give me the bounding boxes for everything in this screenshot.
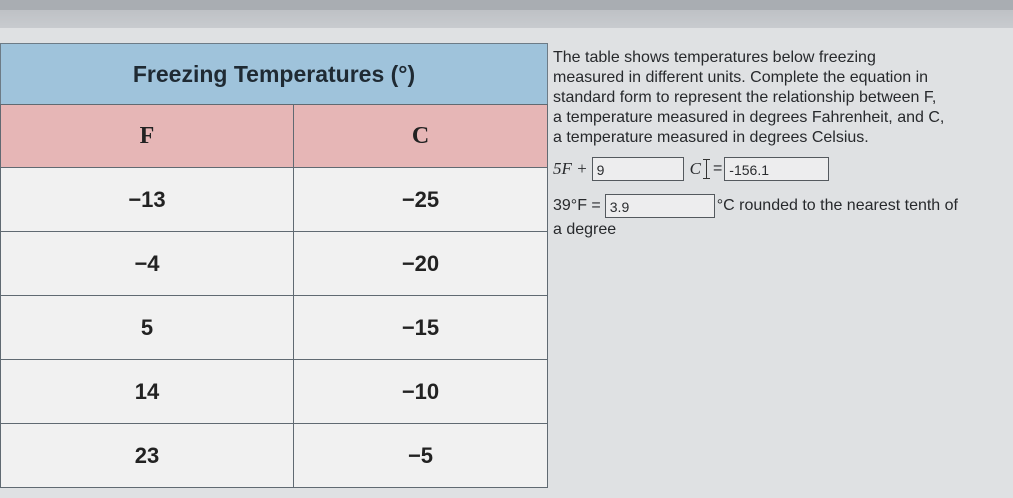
equation-var-c: C — [689, 159, 701, 178]
freezing-temperatures-table-wrap — [0, 43, 548, 488]
header-f: F — [1, 105, 294, 168]
conversion-suffix: °C rounded to the nearest tenth of — [716, 197, 958, 214]
top-band — [0, 0, 1013, 10]
cell-f: −13 — [1, 168, 294, 232]
cell-c: −25 — [294, 168, 548, 232]
problem-text — [553, 48, 1008, 148]
equation-row — [553, 157, 829, 181]
constant-input[interactable]: -156.1 — [724, 157, 829, 181]
problem-line: The table shows temperatures below freezing — [553, 49, 876, 66]
table-row — [1, 360, 548, 424]
table-row — [1, 296, 548, 360]
cell-f: 5 — [1, 296, 294, 360]
header-c: C — [294, 105, 548, 168]
equation-equals: = — [712, 160, 723, 177]
cell-f: 23 — [1, 424, 294, 488]
table-row — [1, 168, 548, 232]
problem-line: a temperature measured in degrees Celsius. — [553, 129, 869, 146]
conversion-row — [553, 194, 958, 218]
table-row — [1, 232, 548, 296]
problem-line: standard form to represent the relationship between F, — [553, 89, 937, 106]
table-header-row — [1, 105, 548, 168]
table-row — [1, 424, 548, 488]
cell-f: −4 — [1, 232, 294, 296]
cell-f: 14 — [1, 360, 294, 424]
text-cursor-icon — [702, 159, 712, 179]
coefficient-input[interactable]: 9 — [592, 157, 684, 181]
conversion-trail: a degree — [553, 221, 617, 238]
cell-c: −15 — [294, 296, 548, 360]
freezing-temperatures-table — [0, 43, 548, 488]
cell-c: −10 — [294, 360, 548, 424]
problem-line: a temperature measured in degrees Fahrenheit, and C, — [553, 109, 945, 126]
equation-prefix: 5F + — [553, 159, 588, 178]
cell-c: −20 — [294, 232, 548, 296]
celsius-answer-input[interactable]: 3.9 — [605, 194, 715, 218]
problem-line: measured in different units. Complete the equation in — [553, 69, 929, 86]
conversion-prefix: 39°F = — [553, 197, 601, 214]
cell-c: −5 — [294, 424, 548, 488]
table-title: Freezing Temperatures (°) — [0, 43, 548, 104]
